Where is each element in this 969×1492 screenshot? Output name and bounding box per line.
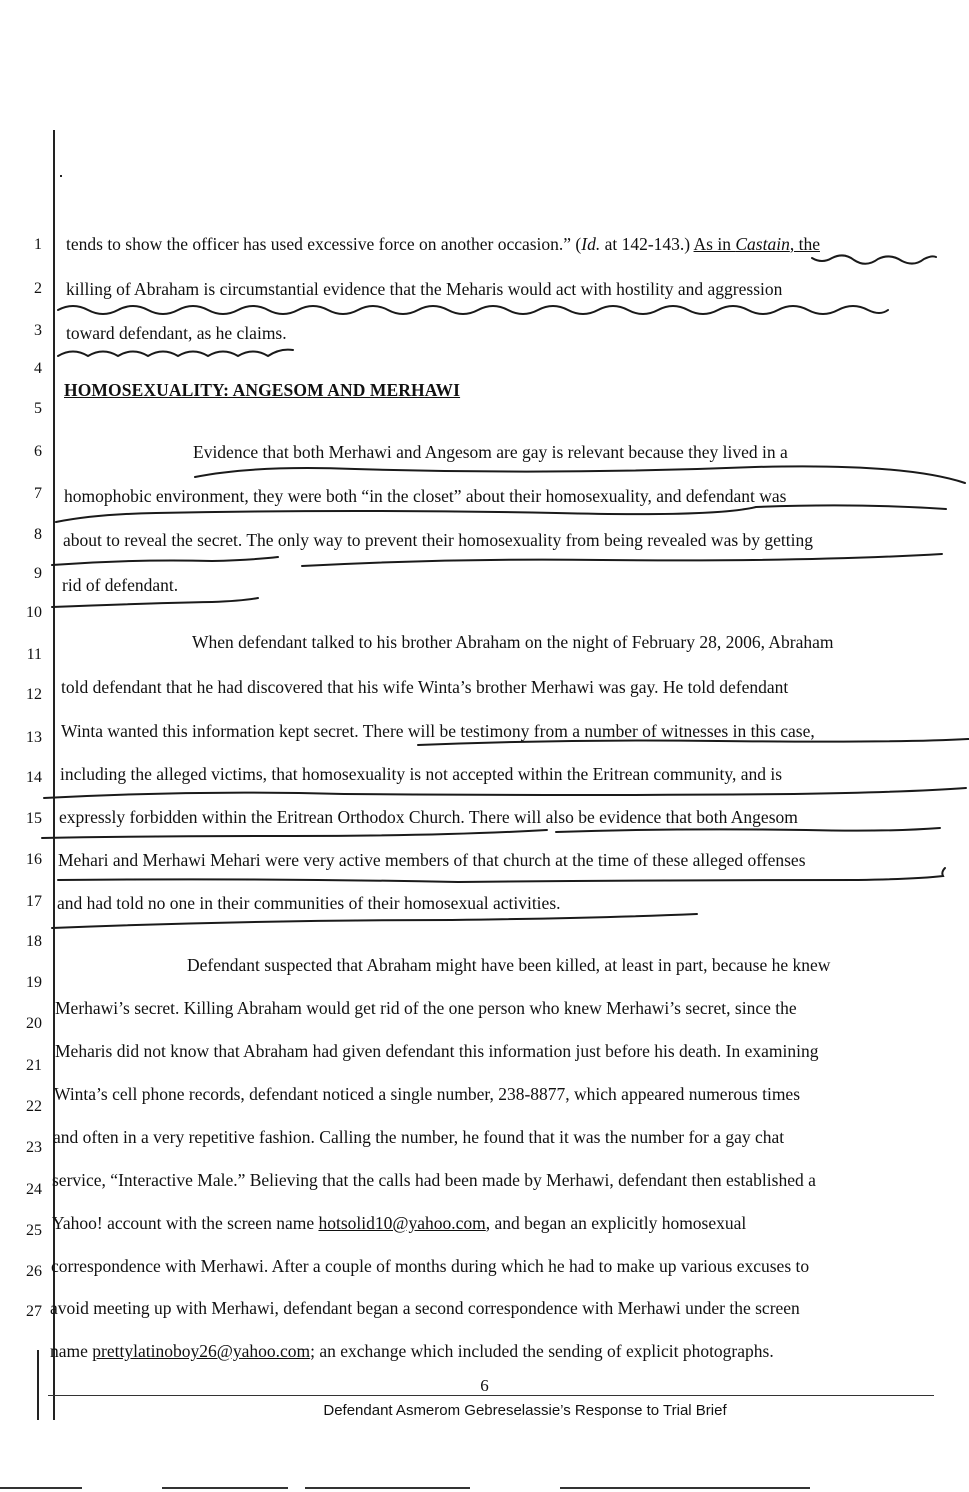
text-line-26: correspondence with Merhawi. After a couple of months during which he had to make up various excuses to (51, 1256, 810, 1276)
line-number: 2 (34, 280, 42, 297)
line-number: 17 (26, 893, 42, 910)
text-line-16: Mehari and Merhawi Mehari were very active members of that church at the time of these alleged offenses (58, 850, 806, 870)
line-number: 19 (26, 974, 42, 991)
scan-speck (60, 175, 62, 177)
text-line-28: name prettylatinoboy26@yahoo.com; an exchange which included the sending of explicit photographs. (50, 1341, 774, 1361)
section-heading: HOMOSEXUALITY: ANGESOM AND MERHAWI (64, 380, 461, 400)
text-line-22: Winta’s cell phone records, defendant noticed a single number, 238-8877, which appeared numerous times (54, 1084, 801, 1104)
footer-rule (48, 1395, 934, 1396)
page-number: 6 (480, 1376, 489, 1395)
line-number: 18 (26, 933, 42, 950)
line-number: 24 (26, 1181, 42, 1198)
line-number: 26 (26, 1263, 42, 1280)
text-line-12: told defendant that he had discovered that his wife Winta’s brother Merhawi was gay. He told defendant (61, 677, 789, 697)
line-number: 10 (26, 604, 42, 621)
text-line-8: about to reveal the secret. The only way to prevent their homosexuality from being revealed was by getting (63, 530, 813, 550)
line-number: 15 (26, 810, 42, 827)
line-number: 20 (26, 1015, 42, 1032)
line-number: 8 (34, 526, 42, 543)
line-number: 6 (34, 443, 42, 460)
text-line-19: Defendant suspected that Abraham might have been killed, at least in part, because he knew (187, 955, 831, 975)
underlined-phrase: As in Castain, the (693, 234, 820, 254)
footer-title: Defendant Asmerom Gebreselassie’s Response to Trial Brief (323, 1402, 727, 1419)
text-line-3: toward defendant, as he claims. (66, 323, 287, 343)
text-line-24: service, “Interactive Male.” Believing that the calls had been made by Merhawi, defendant then established a (52, 1170, 816, 1190)
scan-artifact-line (560, 1487, 810, 1489)
text-line-15: expressly forbidden within the Eritrean Orthodox Church. There will also be evidence that both Angesom (59, 807, 798, 827)
text-line-9: rid of defendant. (62, 575, 179, 595)
line-number: 16 (26, 851, 42, 868)
line-number: 7 (34, 485, 42, 502)
line-number: 23 (26, 1139, 42, 1156)
text-line-7: homophobic environment, they were both “in the closet” about their homosexuality, and defendant was (64, 486, 787, 506)
text-line-13: Winta wanted this information kept secret. There will be testimony from a number of witnesses in this case, (61, 721, 815, 741)
text-line-14: including the alleged victims, that homosexuality is not accepted within the Eritrean community, and is (60, 764, 783, 784)
email-address: prettylatinoboy26@yahoo.com (92, 1341, 311, 1361)
text-line-2: killing of Abraham is circumstantial evidence that the Meharis would act with hostility and aggression (66, 279, 783, 299)
text-line-6: Evidence that both Merhawi and Angesom are gay is relevant because they lived in a (193, 442, 788, 462)
line-number: 21 (26, 1057, 42, 1074)
scan-artifact-line (305, 1487, 470, 1489)
line-number: 27 (26, 1303, 42, 1320)
line-number: 12 (26, 686, 42, 703)
text-line-23: and often in a very repetitive fashion. Calling the number, he found that it was the number for a gay chat (53, 1127, 785, 1147)
line-number: 22 (26, 1098, 42, 1115)
line-number: 3 (34, 322, 42, 339)
line-number: 4 (34, 360, 42, 377)
scan-artifact-line (0, 1487, 82, 1489)
text-line-21: Meharis did not know that Abraham had given defendant this information just before his death. In examining (55, 1041, 819, 1061)
text-line-20: Merhawi’s secret. Killing Abraham would get rid of the one person who knew Merhawi’s secret, since the (55, 998, 797, 1018)
line-number: 13 (26, 729, 42, 746)
email-address: hotsolid10@yahoo.com (318, 1213, 486, 1233)
text-line-11: When defendant talked to his brother Abraham on the night of February 28, 2006, Abraham (192, 632, 834, 652)
line-number: 5 (34, 400, 42, 417)
line-number: 9 (34, 565, 42, 582)
text-line-17: and had told no one in their communities of their homosexual activities. (57, 893, 561, 913)
scan-artifact-line (162, 1487, 288, 1489)
line-number: 14 (26, 769, 42, 786)
line-number: 1 (34, 236, 42, 253)
line-number: 25 (26, 1222, 42, 1239)
text-line-25: Yahoo! account with the screen name hotsolid10@yahoo.com, and began an explicitly homosexual (52, 1213, 747, 1233)
text-line-1: tends to show the officer has used excessive force on another occasion.” (Id. at 142-143.) As in Castain, the (66, 234, 820, 254)
line-number: 11 (26, 646, 42, 663)
text-line-27: avoid meeting up with Merhawi, defendant began a second correspondence with Merhawi under the screen (50, 1298, 800, 1318)
